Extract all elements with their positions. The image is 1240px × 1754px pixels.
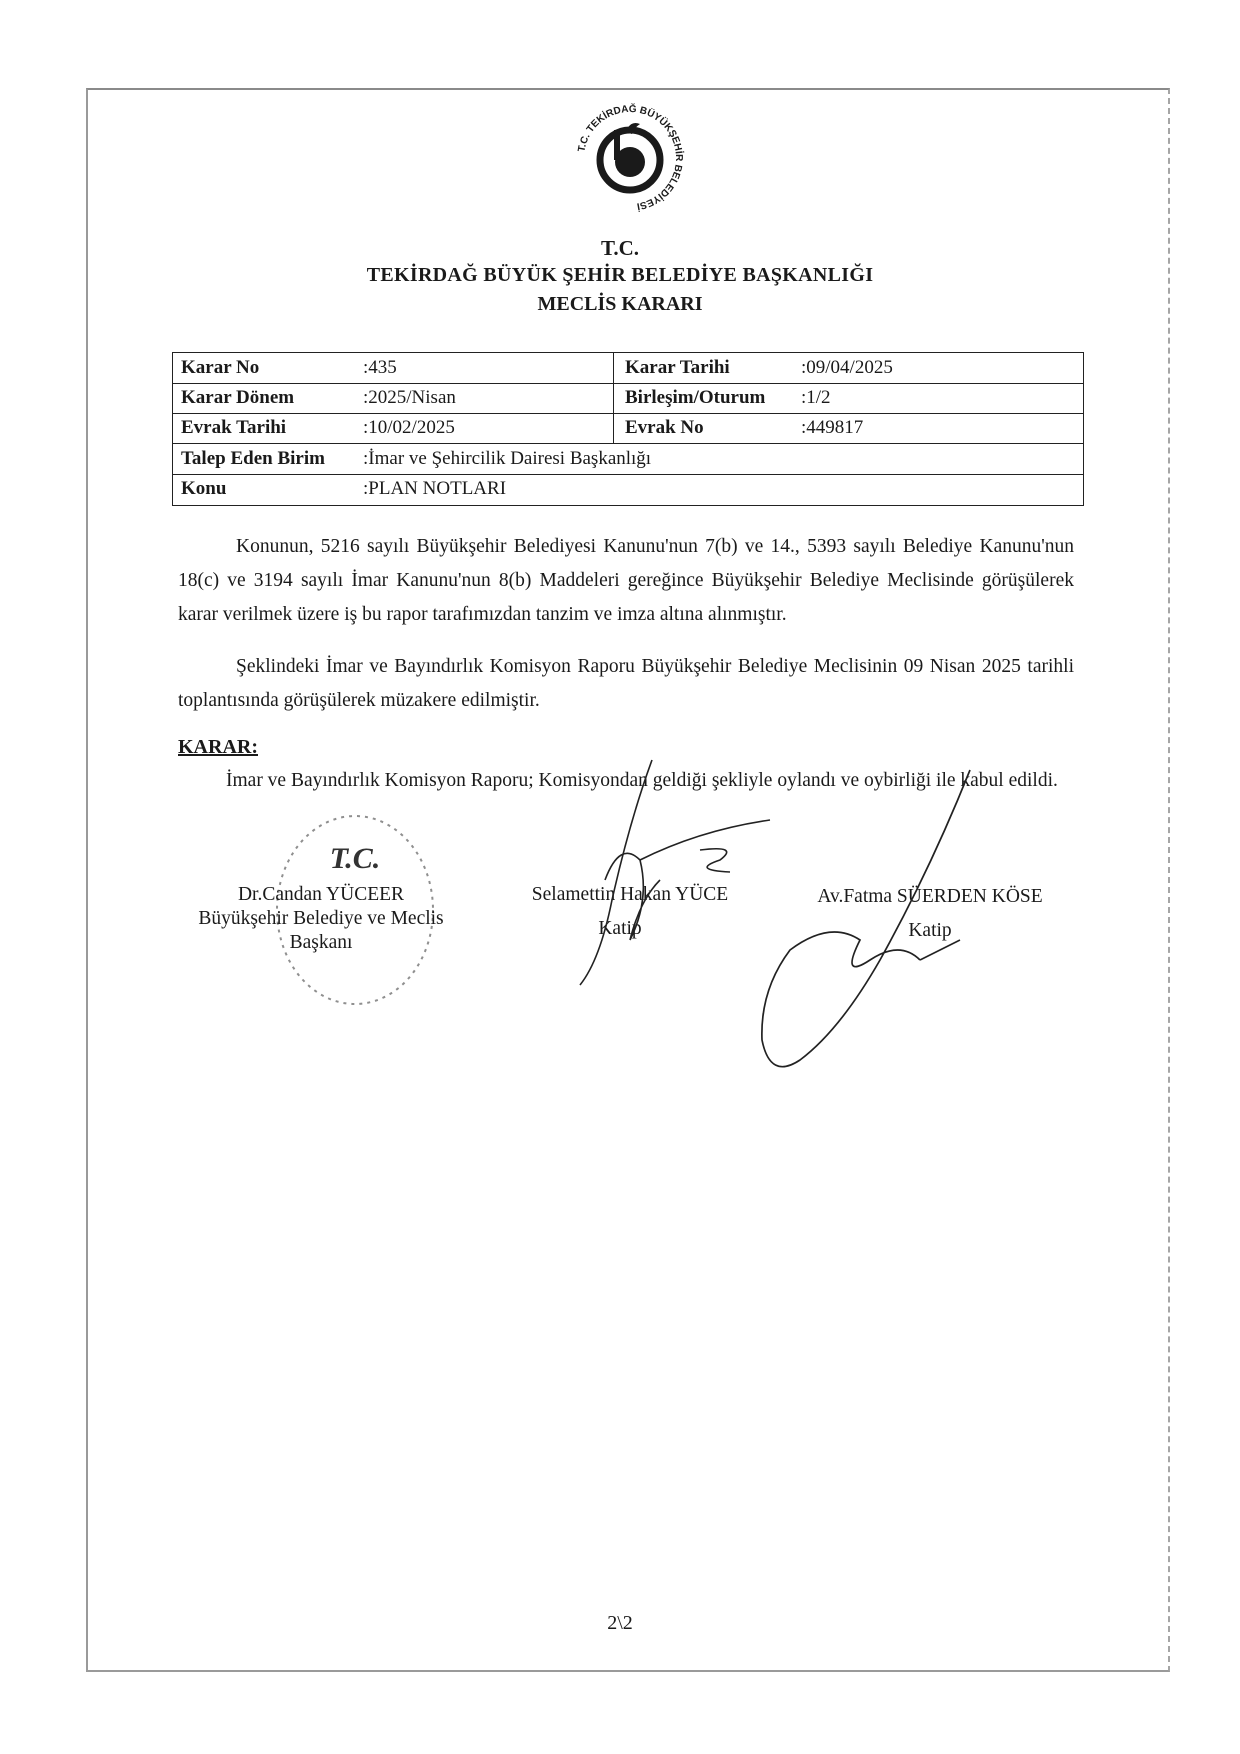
konu-value: :PLAN NOTLARI xyxy=(363,478,507,499)
birlesim-label: Birleşim/Oturum xyxy=(625,387,766,408)
page-border xyxy=(86,88,1170,1672)
karar-heading: KARAR: xyxy=(178,736,258,758)
birlesim-value: :1/2 xyxy=(801,387,831,408)
clerk-2-title: Katip xyxy=(908,920,952,941)
evrak-tarihi-label: Evrak Tarihi xyxy=(181,417,287,438)
decision-info-table xyxy=(172,352,1084,506)
table-row xyxy=(173,474,1083,504)
konu-label: Konu xyxy=(181,478,227,499)
karar-no-value: :435 xyxy=(363,357,397,378)
page-number: 2\2 xyxy=(607,1612,633,1634)
table-row xyxy=(173,413,1083,444)
karar-tarihi-value: :09/04/2025 xyxy=(801,357,893,378)
clerk-2-name: Av.Fatma SÜERDEN KÖSE xyxy=(817,886,1043,907)
body-paragraph-2: Şeklindeki İmar ve Bayındırlık Komisyon Raporu Büyükşehir Belediye Meclisinin 09 Nisan 2025 tarihli toplantısında görüşülerek müzakere edilmiştir. xyxy=(178,656,1074,711)
table-row xyxy=(173,444,1083,475)
talep-eden-value: :İmar ve Şehircilik Dairesi Başkanlığı xyxy=(363,448,652,469)
karar-no-label: Karar No xyxy=(181,357,260,378)
evrak-no-value: :449817 xyxy=(801,417,864,438)
talep-eden-label: Talep Eden Birim xyxy=(181,448,325,469)
karar-donem-value: :2025/Nisan xyxy=(363,387,456,408)
table-row xyxy=(173,383,1083,414)
logo-ring-text: T.C. TEKİRDAĞ BÜYÜKŞEHİR BELEDİYESİ xyxy=(576,103,685,212)
karar-tarihi-label: Karar Tarihi xyxy=(625,357,730,378)
stamp-text: T.C. xyxy=(329,842,381,875)
karar-donem-label: Karar Dönem xyxy=(181,387,295,408)
evrak-no-label: Evrak No xyxy=(625,417,704,438)
mayor-title-line-2: Başkanı xyxy=(289,932,353,953)
signature-block-clerk-1 xyxy=(500,884,760,940)
clerk-1-title: Katip xyxy=(598,918,642,939)
signature-block-mayor xyxy=(176,884,466,954)
table-row xyxy=(173,353,1083,384)
mayor-name: Dr.Candan YÜCEER xyxy=(237,884,405,905)
header-tc: T.C. xyxy=(600,236,640,260)
signature-block-clerk-2 xyxy=(790,886,1070,942)
municipality-seal-icon xyxy=(570,98,690,218)
evrak-tarihi-value: :10/02/2025 xyxy=(363,417,455,438)
body-paragraph-1: Konunun, 5216 sayılı Büyükşehir Belediyesi Kanunu'nun 7(b) ve 14., 5393 sayılı Belediye Kanunu'nun 18(c) ve 3194 sayılı İmar Kanunu'nun 8(b) Maddeleri gereğince Büyükşehir Belediye Meclisinde görüşülerek karar verilmek üzere iş bu rapor tarafımızdan tanzim ve imza altına alınmıştır. xyxy=(178,536,1074,625)
header-institution: TEKİRDAĞ BÜYÜK ŞEHİR BELEDİYE BAŞKANLIĞI xyxy=(366,264,874,286)
clerk-1-name: Selamettin Hakan YÜCE xyxy=(531,884,729,905)
mayor-title-line-1: Büyükşehir Belediye ve Meclis xyxy=(198,908,444,929)
karar-text: İmar ve Bayındırlık Komisyon Raporu; Komisyondan geldiği şekliyle oylandı ve oybirliği ile kabul edildi. xyxy=(226,770,1058,791)
header-doc-type: MECLİS KARARI xyxy=(537,293,703,315)
